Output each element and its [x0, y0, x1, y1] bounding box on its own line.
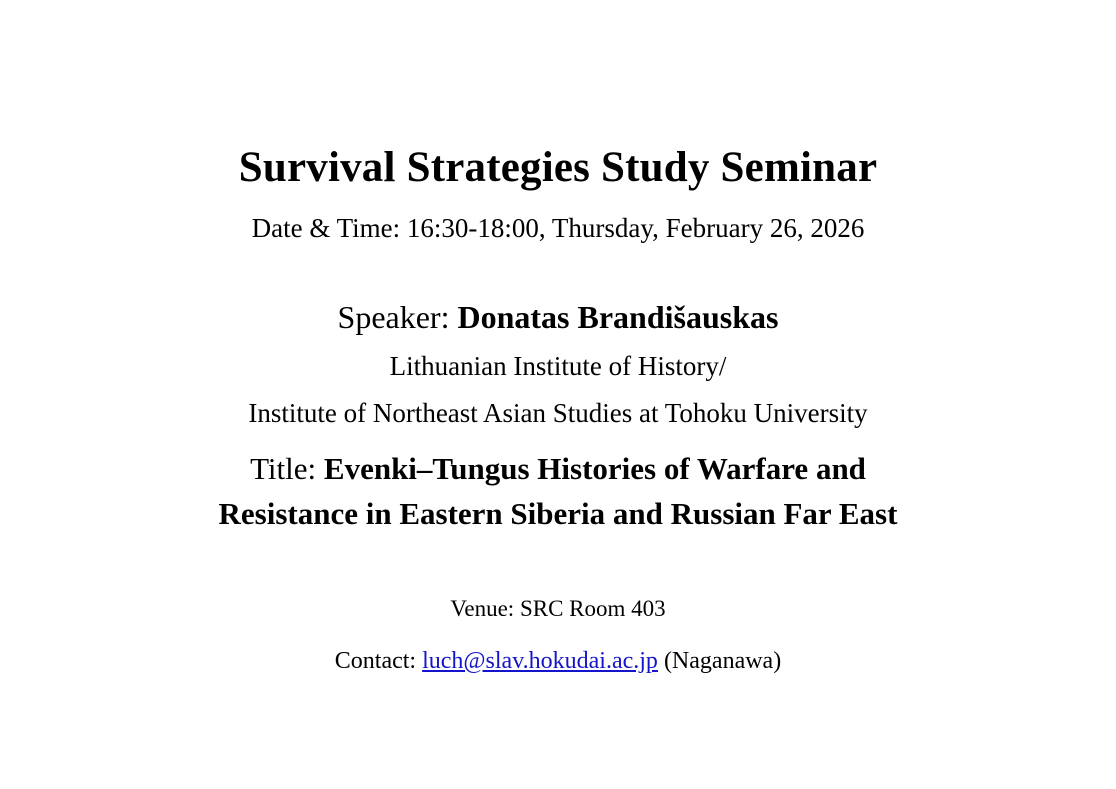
speaker-name: Donatas Brandišauskas: [457, 298, 779, 335]
talk-title-line-1: [0, 447, 1116, 492]
contact-label: Contact:: [334, 647, 417, 674]
speaker-label: Speaker:: [337, 298, 450, 335]
affiliation-line-1: Lithuanian Institute of History/: [389, 350, 727, 381]
venue-line: Venue: SRC Room 403: [450, 595, 666, 621]
contact-email-link[interactable]: luch@slav.hokudai.ac.jp: [422, 647, 658, 674]
contact-person: (Naganawa): [663, 647, 782, 674]
talk-title-label: Title:: [250, 451, 317, 487]
talk-title-text-1: Evenki–Tungus Histories of Warfare and: [323, 451, 866, 487]
speaker-block: [0, 245, 1116, 433]
datetime-value: 16:30-18:00, Thursday, February 26, 2026: [406, 213, 865, 244]
speaker-line: [0, 297, 1116, 337]
talk-title-block: [0, 433, 1116, 537]
datetime-line: [0, 192, 1116, 244]
contact-line: [0, 624, 1116, 677]
talk-title-line-2: Resistance in Eastern Siberia and Russian Far East: [218, 496, 898, 532]
affiliation-line-2: Institute of Northeast Asian Studies at Tohoku University: [248, 397, 868, 428]
page-title: Survival Strategies Study Seminar: [238, 144, 878, 191]
datetime-label: Date & Time:: [251, 213, 401, 244]
